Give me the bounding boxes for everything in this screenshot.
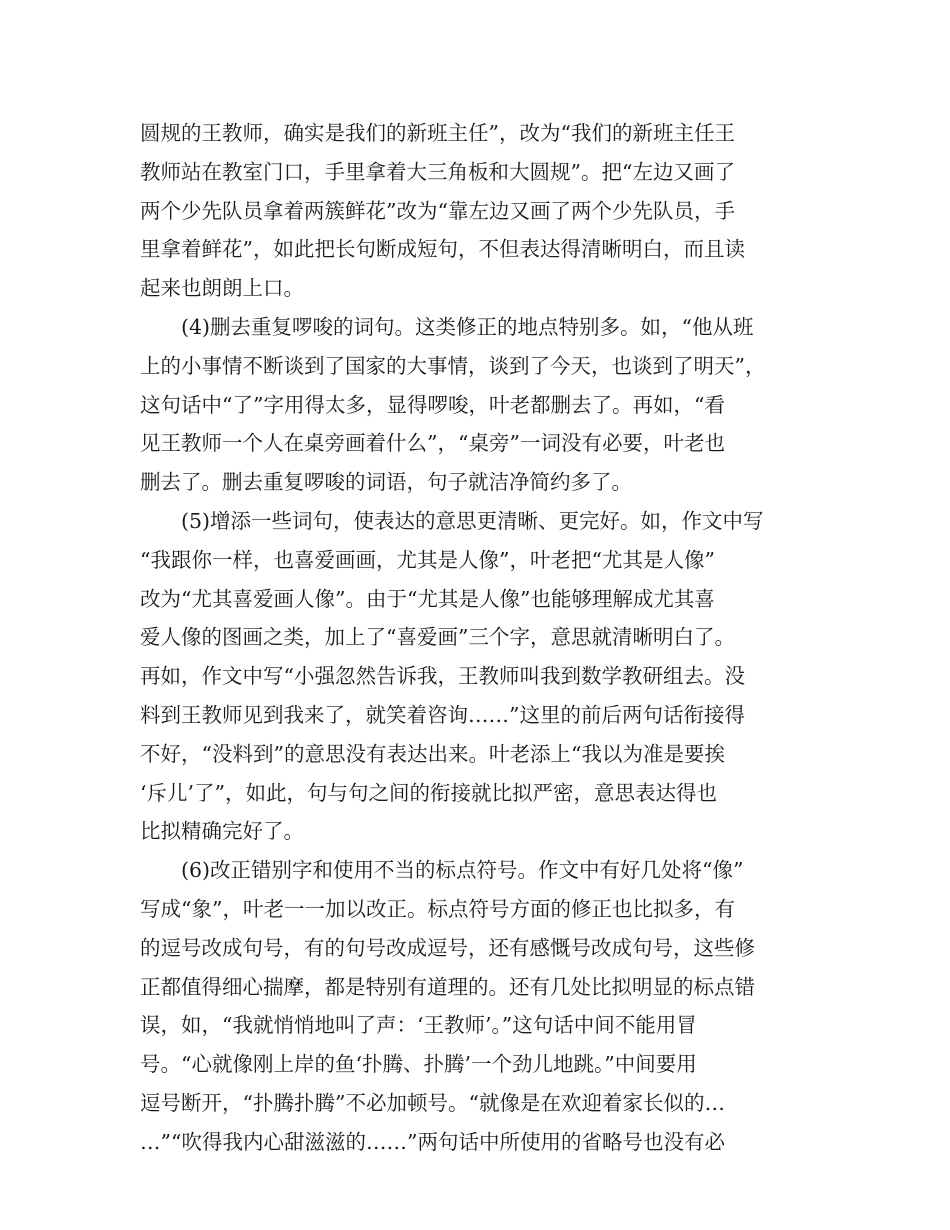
text-line: 写成“象”，叶老一一加以改正。标点符号方面的修正也比拟多，有 xyxy=(140,896,735,921)
text-line: 误，如，“我就悄悄地叫了声：‘王教师’。”这句话中间不能用冒 xyxy=(140,1013,697,1038)
text-line: 起来也朗朗上口。 xyxy=(140,276,304,301)
text-line: 逗号断开，“扑腾扑腾”不必加顿号。“就像是在欢迎着家长似的… xyxy=(140,1090,725,1115)
text-line: 正都值得细心揣摩，都是特别有道理的。还有几处比拟明显的标点错 xyxy=(140,974,755,999)
text-line: 删去了。删去重复啰唆的词语，句子就洁净简约多了。 xyxy=(140,470,632,495)
text-line: 两个少先队员拿着两簇鲜花”改为“靠左边又画了两个少先队员，手 xyxy=(140,198,735,223)
text-line: 不好，“没料到”的意思没有表达出来。叶老添上“我以为准是要挨 xyxy=(140,741,725,766)
text-line: 比拟精确完好了。 xyxy=(140,819,304,844)
text-line: 爱人像的图画之类，加上了“喜爱画”三个字，意思就清晰明白了。 xyxy=(140,625,735,650)
text-line: 号。“心就像刚上岸的鱼‘扑腾、扑腾’一个劲儿地跳。”中间要用 xyxy=(140,1052,697,1077)
text-line: 上的小事情不断谈到了国家的大事情，谈到了今天，也谈到了明天”， xyxy=(140,353,766,378)
paragraph-start-4: (4)删去重复啰唆的词句。这类修正的地点特别多。如，“他从班 xyxy=(181,314,754,339)
text-line: 见王教师一个人在桌旁画着什么”，“桌旁”一词没有必要，叶老也 xyxy=(140,431,725,456)
body-text xyxy=(140,114,810,1162)
text-line: 圆规的王教师，确实是我们的新班主任”，改为“我们的新班主任王 xyxy=(140,121,735,145)
text-line: 这句话中“了”字用得太多，显得啰唆，叶老都删去了。再如，“看 xyxy=(140,392,725,417)
text-line: 料到王教师见到我来了，就笑着咨询……”这里的前后两句话衔接得 xyxy=(140,702,745,727)
text-line: ‘斥儿’了”，如此，句与句之间的衔接就比拟严密，意思表达得也 xyxy=(140,780,718,805)
text-line: 再如，作文中写“小强忽然告诉我，王教师叫我到数学教研组去。没 xyxy=(140,664,745,689)
text-line: 里拿着鲜花”，如此把长句断成短句，不但表达得清晰明白，而且读 xyxy=(140,237,745,262)
text-line: “我跟你一样，也喜爱画画，尤其是人像”，叶老把“尤其是人像” xyxy=(140,547,715,572)
paragraph-start-6: (6)改正错别字和使用不当的标点符号。作文中有好几处将“像” xyxy=(181,858,744,883)
text-line: 教师站在教室门口，手里拿着大三角板和大圆规”。把“左边又画了 xyxy=(140,159,735,184)
text-line: …”“吹得我内心甜滋滋的……”两句话中所使用的省略号也没有必 xyxy=(140,1129,725,1154)
paragraph-start-5: (5)增添一些词句，使表达的意思更清晰、更完好。如，作文中写 xyxy=(181,508,764,533)
text-line: 的逗号改成句号，有的句号改成逗号，还有感慨号改成句号，这些修 xyxy=(140,935,755,960)
text-line: 改为“尤其喜爱画人像”。由于“尤其是人像”也能够理解成尤其喜 xyxy=(140,586,715,611)
